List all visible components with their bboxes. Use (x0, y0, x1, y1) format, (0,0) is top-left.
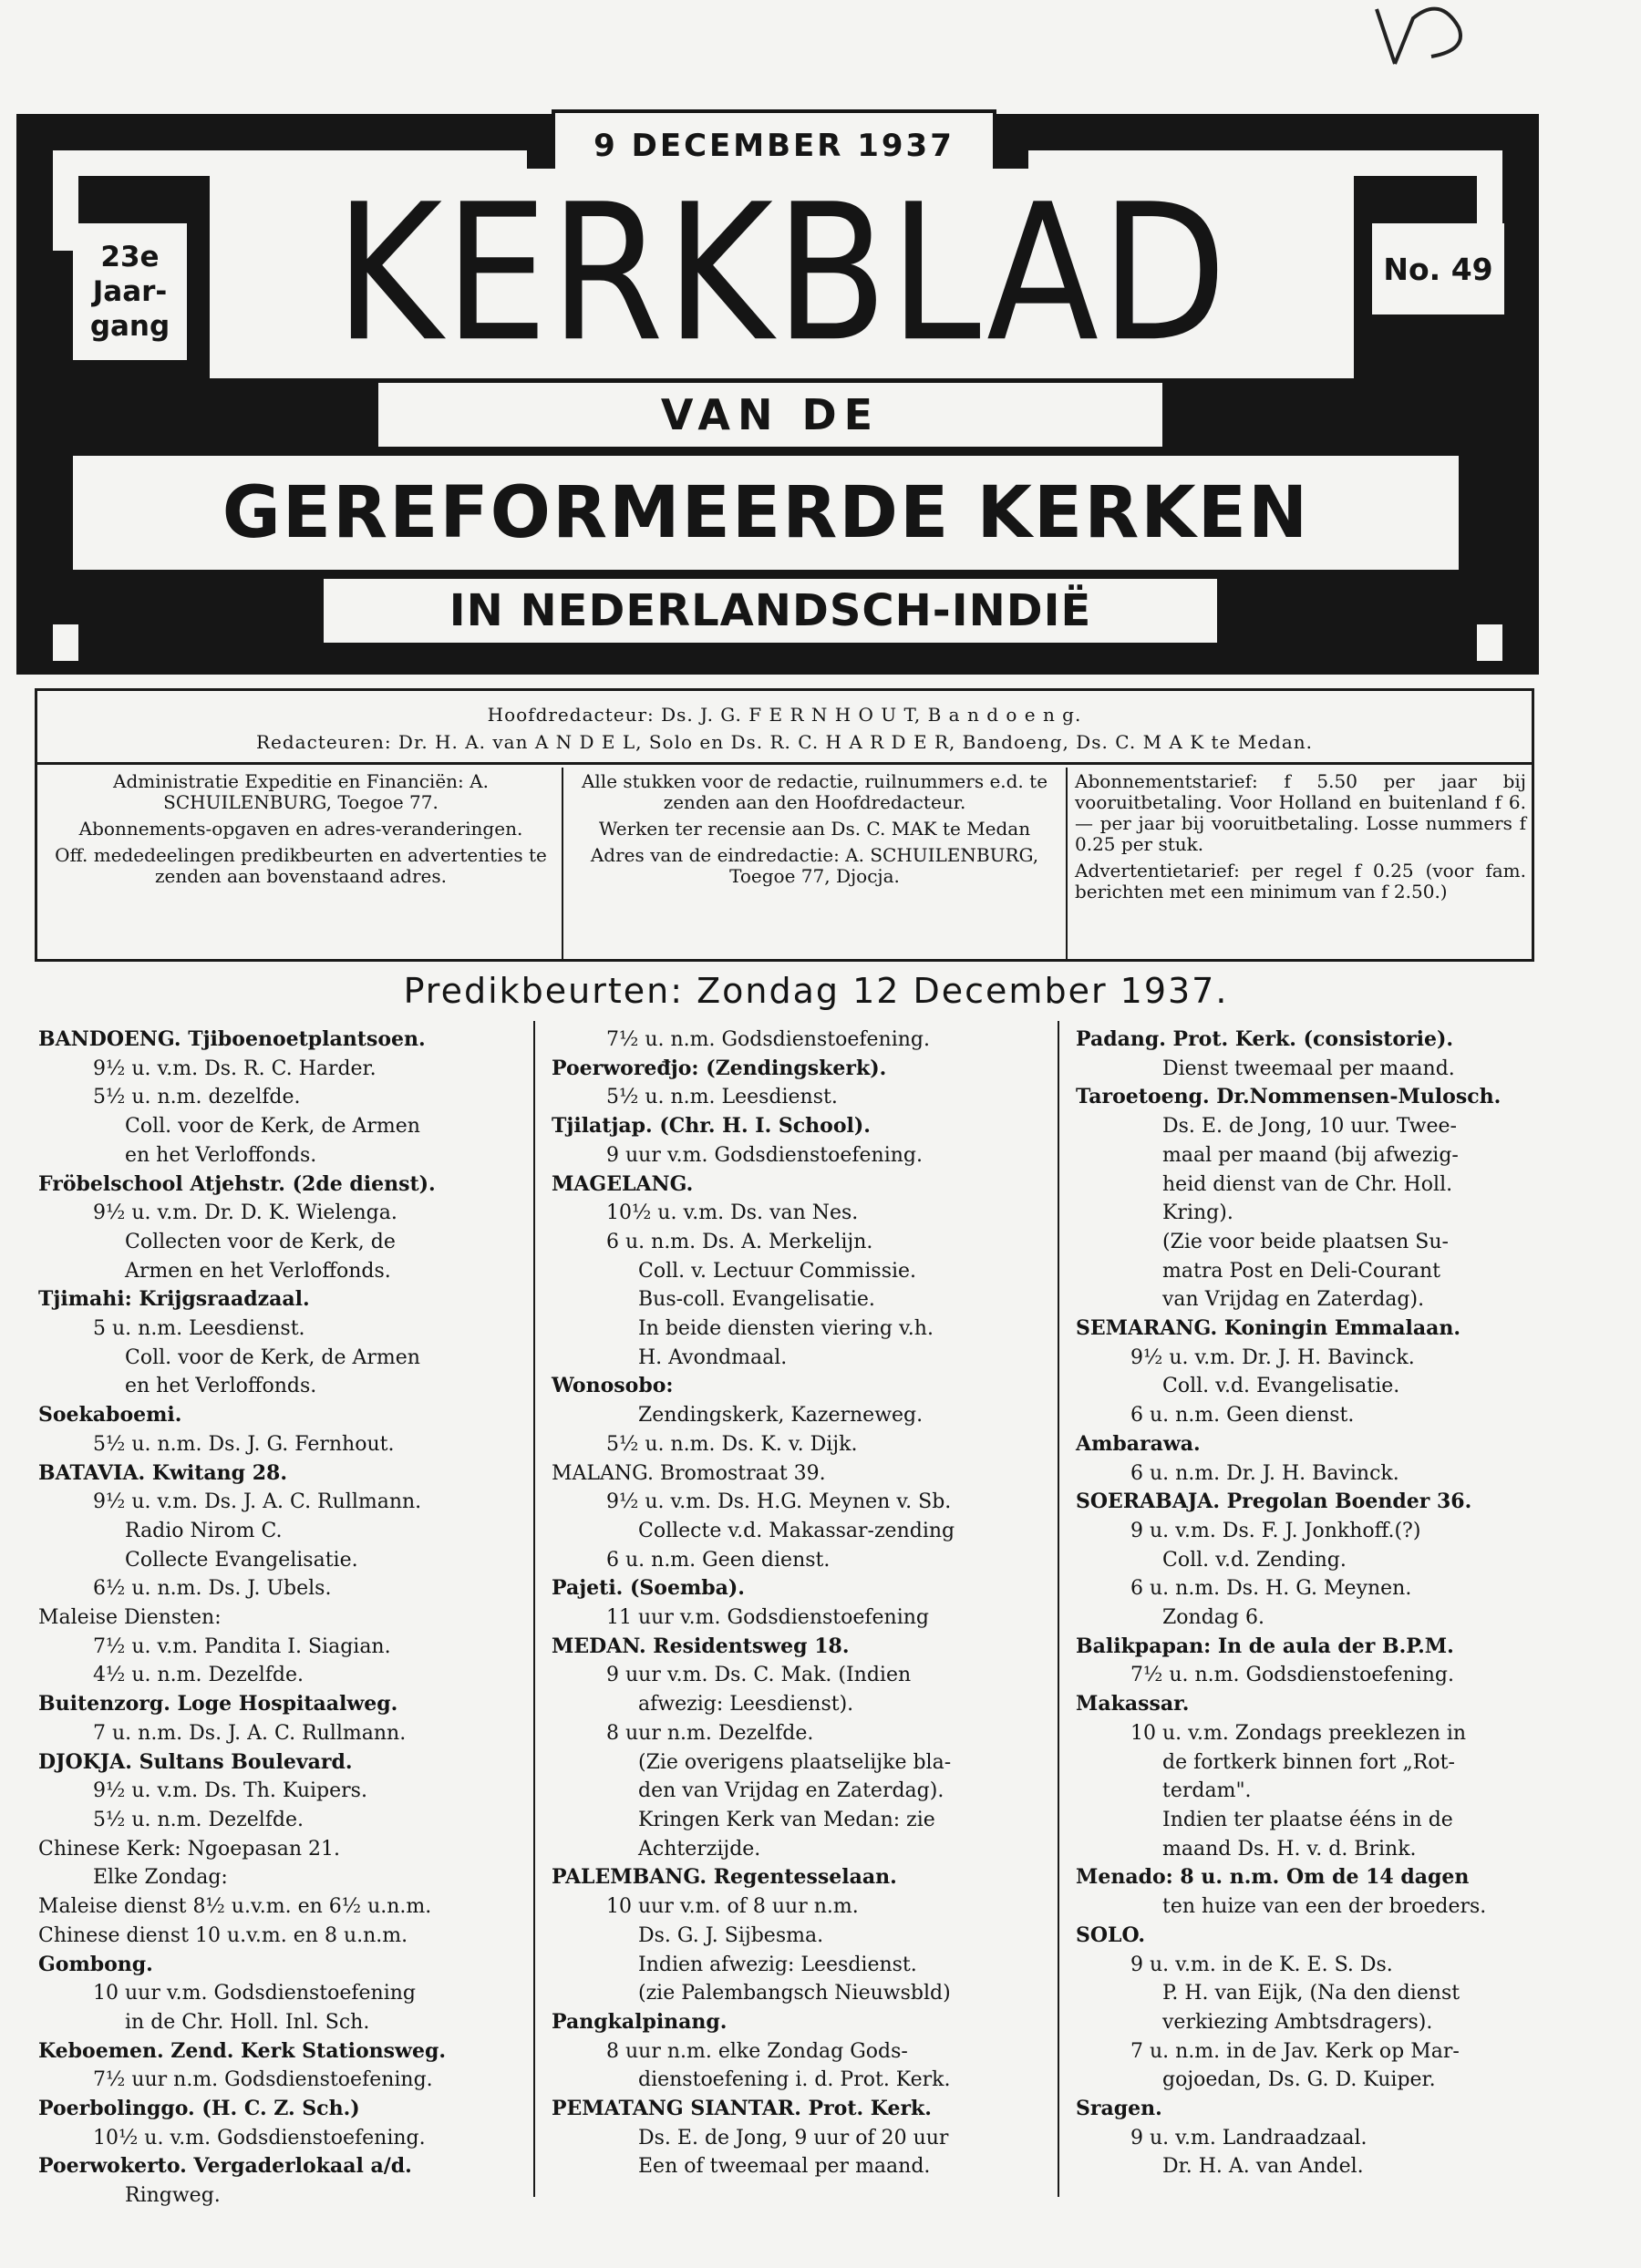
schedule-line: PALEMBANG. Regentesselaan. (552, 1865, 897, 1890)
schedule-line: Poerwokerto. Vergaderlokaal a/d. (38, 2154, 412, 2179)
schedule-line: van Vrijdag en Zaterdag). (1162, 1288, 1425, 1312)
schedule-line: Kring). (1162, 1201, 1233, 1225)
schedule-line: Ambarawa. (1076, 1431, 1201, 1456)
title-van-de: VAN DE (378, 383, 1162, 447)
schedule-line: ten huize van een der broeders. (1162, 1895, 1487, 1919)
redactie-text: Adres van de eindredactie: A. SCHUILENBURG, Toegoe 77, Djocja. (590, 844, 1039, 887)
schedule-line: Collecte Evangelisatie. (125, 1548, 358, 1572)
schedule-line: 10 u. v.m. Zondags preeklezen in (1130, 1721, 1467, 1745)
schedule-line: (Zie overigens plaatselijke bla- (638, 1750, 952, 1774)
tarief-text: Advertentietarief: per regel f 0.25 (voor fam. berichten met een minimum van f 2.50.) (1075, 860, 1526, 902)
schedule-line: 10½ u. v.m. Ds. van Nes. (606, 1201, 859, 1225)
schedule-line: Ds. E. de Jong, 10 uur. Twee- (1162, 1115, 1457, 1139)
schedule-line: Poerwoređjo: (Zendingskerk). (552, 1056, 887, 1080)
schedule-line: matra Post en Deli-Courant (1162, 1259, 1440, 1283)
schedule-line: Menado: 8 u. n.m. Om de 14 dagen (1076, 1865, 1470, 1890)
schedule-line: 6½ u. n.m. Ds. J. Ubels. (93, 1577, 332, 1601)
schedule-line: Collecte v.d. Makassar-zending (638, 1519, 955, 1542)
schedule-line: PEMATANG SIANTAR. Prot. Kerk. (552, 2097, 932, 2121)
schedule-line: Ds. E. de Jong, 9 uur of 20 uur (638, 2126, 949, 2149)
schedule-line: 5½ u. n.m. Leesdienst. (606, 1086, 838, 1109)
schedule-line: 6 u. n.m. Ds. A. Merkelijn. (606, 1230, 873, 1253)
schedule-line: 9 u. v.m. Ds. F. J. Jonkhoff.(?) (1130, 1519, 1421, 1542)
schedule-line: 10 uur v.m. Godsdienstoefening (93, 1982, 417, 2005)
schedule-line: verkiezing Ambtsdragers). (1162, 2010, 1433, 2034)
admin-text: Administratie Expeditie en Financiën: A. SCHUILENBURG, Toegoe 77. (113, 770, 489, 813)
schedule-line: Coll. v.d. Zending. (1162, 1548, 1347, 1572)
schedule-line: MAGELANG. (552, 1171, 694, 1196)
schedule-line: Coll. voor de Kerk, de Armen (125, 1345, 420, 1369)
schedule-line: Taroetoeng. Dr.Nommensen-Mulosch. (1076, 1085, 1502, 1109)
hoofdredacteur-line: Hoofdredacteur: Ds. J. G. F E R N H O U T, B a n d o e n g. (487, 704, 1082, 726)
schedule-line: In beide diensten viering v.h. (638, 1317, 934, 1341)
schedule-line: Fröbelschool Atjehstr. (2de dienst). (38, 1171, 436, 1196)
divider (1066, 768, 1068, 959)
schedule-line: Indien ter plaatse ééns in de (1162, 1808, 1453, 1831)
schedule-line: 7½ uur n.m. Godsdienstoefening. (93, 2068, 433, 2092)
schedule-line: 9 u. v.m. Landraadzaal. (1130, 2126, 1368, 2149)
column-divider (533, 1021, 535, 2197)
tarief-box (1075, 771, 1526, 954)
schedule-line: Wonosobo: (552, 1374, 674, 1398)
section-heading: Predikbeurten: Zondag 12 December 1937. (403, 971, 1229, 1011)
schedule-line: 10 uur v.m. of 8 uur n.m. (606, 1895, 859, 1919)
title-region: IN NEDERLANDSCH-INDIË (324, 579, 1217, 643)
schedule-line: Tjilatjap. (Chr. H. I. School). (552, 1114, 871, 1139)
schedule-line: 7½ u. n.m. Godsdienstoefening. (1130, 1664, 1454, 1687)
schedule-line: terdam". (1162, 1779, 1252, 1803)
schedule-line: Ds. G. J. Sijbesma. (638, 1923, 824, 1947)
schedule-line: Maleise dienst 8½ u.v.m. en 6½ u.n.m. (38, 1895, 432, 1919)
schedule-line: 6 u. n.m. Ds. H. G. Meynen. (1130, 1577, 1412, 1601)
schedule-line: den van Vrijdag en Zaterdag). (638, 1779, 944, 1803)
schedule-line: Elke Zondag: (93, 1866, 228, 1890)
schedule-line: en het Verloffonds. (125, 1143, 317, 1167)
schedule-line: Zondag 6. (1162, 1606, 1264, 1630)
schedule-line: 9½ u. v.m. Ds. Th. Kuipers. (93, 1779, 367, 1803)
schedule-line: MALANG. Bromostraat 39. (552, 1461, 826, 1485)
schedule-line: Chinese dienst 10 u.v.m. en 8 u.n.m. (38, 1923, 408, 1947)
schedule-line: Chinese Kerk: Ngoepasan 21. (38, 1837, 340, 1861)
staff-info-block (35, 688, 1534, 962)
schedule-line: SOERABAJA. Pregolan Boender 36. (1076, 1490, 1472, 1514)
schedule-line: Coll. v. Lectuur Commissie. (638, 1259, 917, 1283)
schedule-line: afwezig: Leesdienst). (638, 1693, 854, 1716)
redactie-text: Werken ter recensie aan Ds. C. MAK te Medan (598, 818, 1031, 840)
admin-text: Off. mededeelingen predikbeurten en advertenties te zenden aan bovenstaand adres. (55, 844, 547, 887)
schedule-line: 7½ u. v.m. Pandita I. Siagian. (93, 1634, 391, 1658)
schedule-line: 7 u. n.m. Ds. J. A. C. Rullmann. (93, 1721, 407, 1745)
schedule-line: Pangkalpinang. (552, 2009, 728, 2034)
schedule-line: 6 u. n.m. Geen dienst. (1130, 1404, 1355, 1428)
schedule-line: Achterzijde. (638, 1837, 761, 1861)
schedule-line: BANDOENG. Tjiboenoetplantsoen. (38, 1027, 426, 1051)
schedule-line: de fortkerk binnen fort „Rot- (1162, 1750, 1455, 1774)
schedule-line: DJOKJA. Sultans Boulevard. (38, 1749, 353, 1774)
schedule-line: Coll. voor de Kerk, de Armen (125, 1115, 420, 1139)
schedule-line: MEDAN. Residentsweg 18. (552, 1634, 850, 1658)
schedule-line: 6 u. n.m. Dr. J. H. Bavinck. (1130, 1461, 1399, 1485)
schedule-line: Maleise Diensten: (38, 1606, 222, 1630)
schedule-line: Poerbolinggo. (H. C. Z. Sch.) (38, 2097, 360, 2121)
schedule-column-2 (552, 1026, 1030, 2181)
schedule-line: Dienst tweemaal per maand. (1162, 1057, 1455, 1080)
divider (562, 768, 563, 959)
redacteuren-line: Redacteuren: Dr. H. A. van A N D E L, Solo en Ds. R. C. H A R D E R, Bandoeng, Ds. C. M A K te Medan. (255, 731, 1314, 753)
issue-date: 9 DECEMBER 1937 (552, 109, 996, 182)
schedule-line: Padang. Prot. Kerk. (consistorie). (1076, 1027, 1454, 1051)
schedule-line: maal per maand (bij afwezig- (1162, 1143, 1459, 1167)
schedule-line: 9 u. v.m. in de K. E. S. Ds. (1130, 1953, 1393, 1976)
schedule-line: 11 uur v.m. Godsdienstoefening (606, 1606, 930, 1630)
schedule-line: Pajeti. (Soemba). (552, 1576, 745, 1601)
schedule-line: Tjimahi: Krijgsraadzaal. (38, 1287, 310, 1312)
schedule-line: SEMARANG. Koningin Emmalaan. (1076, 1316, 1461, 1341)
schedule-line: BATAVIA. Kwitang 28. (38, 1460, 287, 1485)
schedule-line: H. Avondmaal. (638, 1345, 788, 1369)
tarief-text: Abonnementstarief: f 5.50 per jaar bij vooruitbetaling. Voor Holland en buitenland f 6.— per jaar bij vooruitbetaling. Losse nummers f 0.25 per stuk. (1075, 770, 1526, 855)
schedule-line: 9½ u. v.m. Ds. R. C. Harder. (93, 1057, 377, 1080)
schedule-line: heid dienst van de Chr. Holl. (1162, 1172, 1453, 1196)
schedule-line: 8 uur n.m. elke Zondag Gods- (606, 2039, 908, 2063)
title-subtitle: GEREFORMEERDE KERKEN (73, 456, 1459, 570)
redactie-box (571, 771, 1058, 954)
schedule-column-1 (38, 1026, 512, 2211)
jaargang-label: 23e Jaar- gang (73, 223, 187, 360)
schedule-line: 7½ u. n.m. Godsdienstoefening. (606, 1028, 930, 1051)
schedule-line: Bus-coll. Evangelisatie. (638, 1288, 875, 1312)
schedule-line: Zendingskerk, Kazerneweg. (638, 1404, 924, 1428)
schedule-line: gojoedan, Ds. G. D. Kuiper. (1162, 2068, 1436, 2092)
divider (37, 762, 1532, 765)
schedule-line: 8 uur n.m. Dezelfde. (606, 1721, 814, 1745)
column-divider (1058, 1021, 1059, 2197)
schedule-line: 9½ u. v.m. Ds. J. A. C. Rullmann. (93, 1490, 422, 1514)
schedule-column-3 (1076, 1026, 1550, 2181)
schedule-line: Sragen. (1076, 2097, 1162, 2121)
schedule-line: SOLO. (1076, 1923, 1146, 1947)
schedule-line: Indien afwezig: Leesdienst. (638, 1953, 917, 1976)
schedule-line: Ringweg. (125, 2184, 221, 2208)
issue-number: No. 49 (1372, 223, 1504, 314)
redactie-text: Alle stukken voor de redactie, ruilnummers e.d. te zenden aan den Hoofdredacteur. (581, 770, 1048, 813)
schedule-line: 9 uur v.m. Ds. C. Mak. (Indien (606, 1664, 912, 1687)
admin-box (50, 771, 552, 954)
schedule-line: Collecten voor de Kerk, de (125, 1230, 396, 1253)
schedule-line: 5½ u. n.m. dezelfde. (93, 1086, 301, 1109)
schedule-line: in de Chr. Holl. Inl. Sch. (125, 2010, 370, 2034)
schedule-line: Armen en het Verloffonds. (125, 1259, 391, 1283)
schedule-line: 5½ u. n.m. Dezelfde. (93, 1808, 304, 1831)
schedule-line: 6 u. n.m. Geen dienst. (606, 1548, 831, 1572)
schedule-line: Makassar. (1076, 1692, 1190, 1716)
newspaper-title: KERKBLAD (210, 169, 1354, 378)
schedule-line: 9½ u. v.m. Ds. H.G. Meynen v. Sb. (606, 1490, 952, 1514)
schedule-line: (Zie voor beide plaatsen Su- (1162, 1230, 1449, 1253)
schedule-line: 9½ u. v.m. Dr. D. K. Wielenga. (93, 1201, 397, 1225)
schedule-line: 4½ u. n.m. Dezelfde. (93, 1664, 304, 1687)
schedule-line: 5 u. n.m. Leesdienst. (93, 1317, 305, 1341)
admin-text: Abonnements-opgaven en adres-veranderingen. (78, 818, 523, 840)
schedule-line: 9 uur v.m. Godsdienstoefening. (606, 1143, 924, 1167)
schedule-line: 10½ u. v.m. Godsdienstoefening. (93, 2126, 426, 2149)
schedule-line: en het Verloffonds. (125, 1375, 317, 1398)
schedule-line: 5½ u. n.m. Ds. K. v. Dijk. (606, 1432, 858, 1456)
schedule-line: Keboemen. Zend. Kerk Stationsweg. (38, 2038, 447, 2063)
schedule-line: Een of tweemaal per maand. (638, 2155, 931, 2179)
schedule-line: Gombong. (38, 1952, 153, 1976)
schedule-line: maand Ds. H. v. d. Brink. (1162, 1837, 1417, 1861)
schedule-line: Radio Nirom C. (125, 1519, 283, 1542)
handwritten-mark-icon (1358, 0, 1504, 73)
schedule-line: Buitenzorg. Loge Hospitaalweg. (38, 1692, 398, 1716)
schedule-line: Dr. H. A. van Andel. (1162, 2155, 1364, 2179)
schedule-line: Kringen Kerk van Medan: zie (638, 1808, 935, 1831)
schedule-line: 9½ u. v.m. Dr. J. H. Bavinck. (1130, 1345, 1415, 1369)
schedule-line: 5½ u. n.m. Ds. J. G. Fernhout. (93, 1432, 395, 1456)
schedule-line: Coll. v.d. Evangelisatie. (1162, 1375, 1400, 1398)
schedule-line: Soekaboemi. (38, 1403, 182, 1428)
schedule-line: 7 u. n.m. in de Jav. Kerk op Mar- (1130, 2039, 1460, 2063)
schedule-line: P. H. van Eijk, (Na den dienst (1162, 1982, 1460, 2005)
schedule-line: (zie Palembangsch Nieuwsbld) (638, 1982, 951, 2005)
schedule-line: dienstoefening i. d. Prot. Kerk. (638, 2068, 951, 2092)
schedule-line: Balikpapan: In de aula der B.P.M. (1076, 1634, 1454, 1658)
